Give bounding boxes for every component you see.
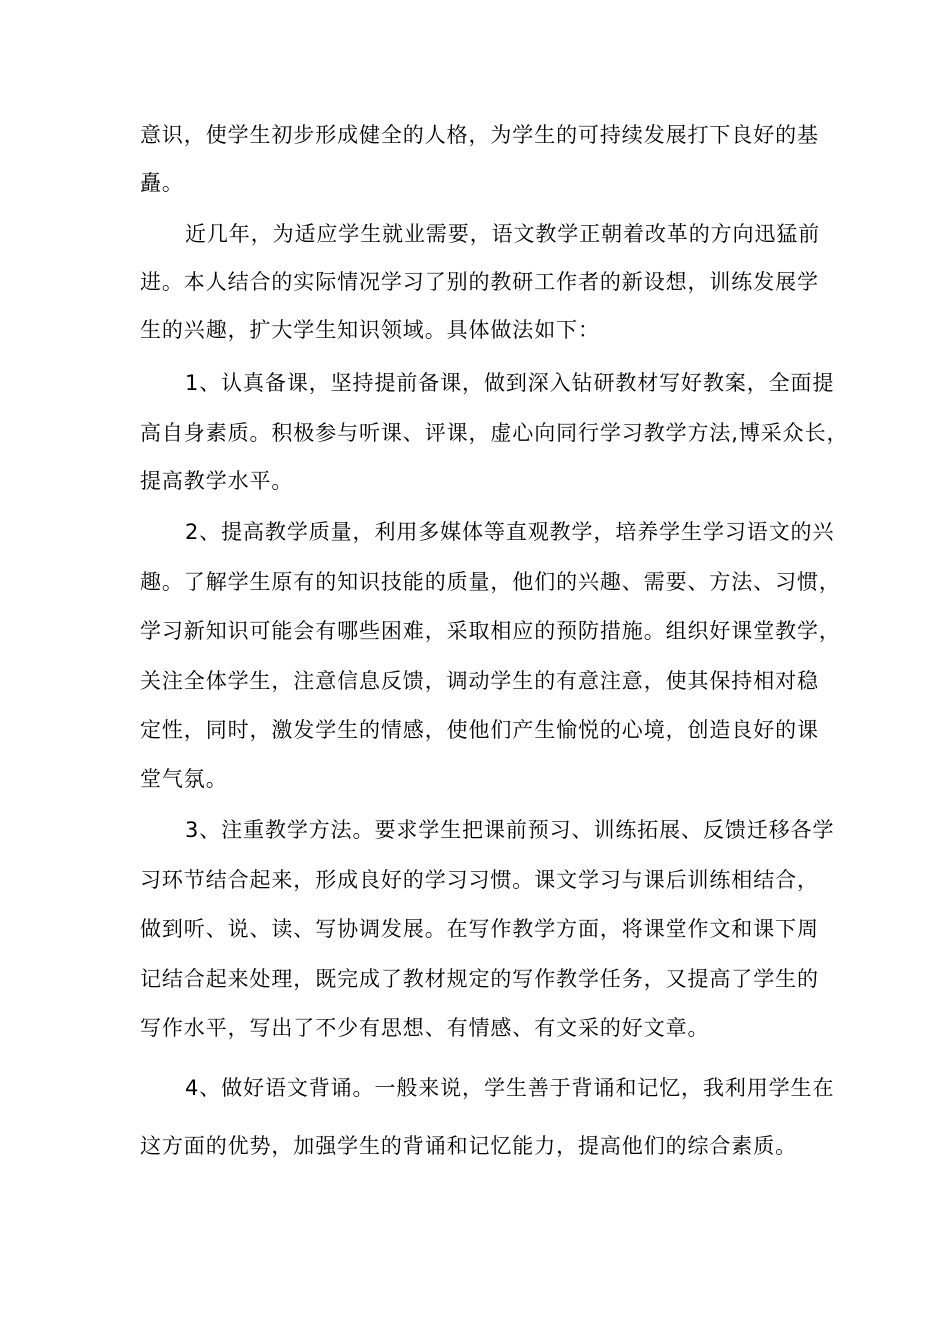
text-line: 堂气氛。 [140, 767, 228, 791]
text-line: 做到听、说、读、写协调发展。在写作教学方面，将课堂作文和课下周 [140, 917, 819, 941]
text-line: 矗。 [140, 171, 184, 195]
text-line: 这方面的优势，加强学生的背诵和记忆能力，提高他们的综合素质。 [140, 1134, 797, 1158]
text-line: 习环节结合起来，形成良好的学习习惯。课文学习与课后训练相结合， [140, 868, 819, 892]
paragraph-first-line: 1、认真备课，坚持提前备课，做到深入钻研教材写好教案，全面提 [185, 371, 835, 395]
paragraph-first-line: 2、提高教学质量，利用多媒体等直观教学，培养学生学习语文的兴 [185, 520, 835, 544]
text-line: 提高教学水平。 [140, 469, 294, 493]
text-line: 关注全体学生，注意信息反馈，调动学生的有意注意，使其保持相对稳 [140, 669, 819, 693]
text-line: 写作水平，写出了不少有思想、有情感、有文采的好文章。 [140, 1016, 710, 1040]
text-line: 定性，同时，激发学生的情感，使他们产生愉悦的心境，创造良好的课 [140, 718, 819, 742]
text-line: 趣。了解学生原有的知识技能的质量，他们的兴趣、需要、方法、习惯， [140, 570, 841, 594]
paragraph-first-line: 近几年，为适应学生就业需要，语文教学正朝着改革的方向迅猛前 [185, 222, 821, 246]
text-line: 意识，使学生初步形成健全的人格，为学生的可持续发展打下良好的基 [140, 123, 819, 147]
paragraph-first-line: 4、做好语文背诵。一般来说，学生善于背诵和记忆，我利用学生在 [185, 1076, 835, 1100]
text-line: 高自身素质。积极参与听课、评课，虚心向同行学习教学方法,博采众长， [140, 421, 849, 445]
text-line: 生的兴趣，扩大学生知识领域。具体做法如下： [140, 318, 600, 342]
text-line: 学习新知识可能会有哪些困难，采取相应的预防措施。组织好课堂教学， [140, 619, 841, 643]
text-line: 进。本人结合的实际情况学习了别的教研工作者的新设想，训练发展学 [140, 270, 819, 294]
paragraph-first-line: 3、注重教学方法。要求学生把课前预习、训练拓展、反馈迁移各学 [185, 818, 835, 842]
text-line: 记结合起来处理，既完成了教材规定的写作教学任务，又提高了学生的 [140, 967, 819, 991]
